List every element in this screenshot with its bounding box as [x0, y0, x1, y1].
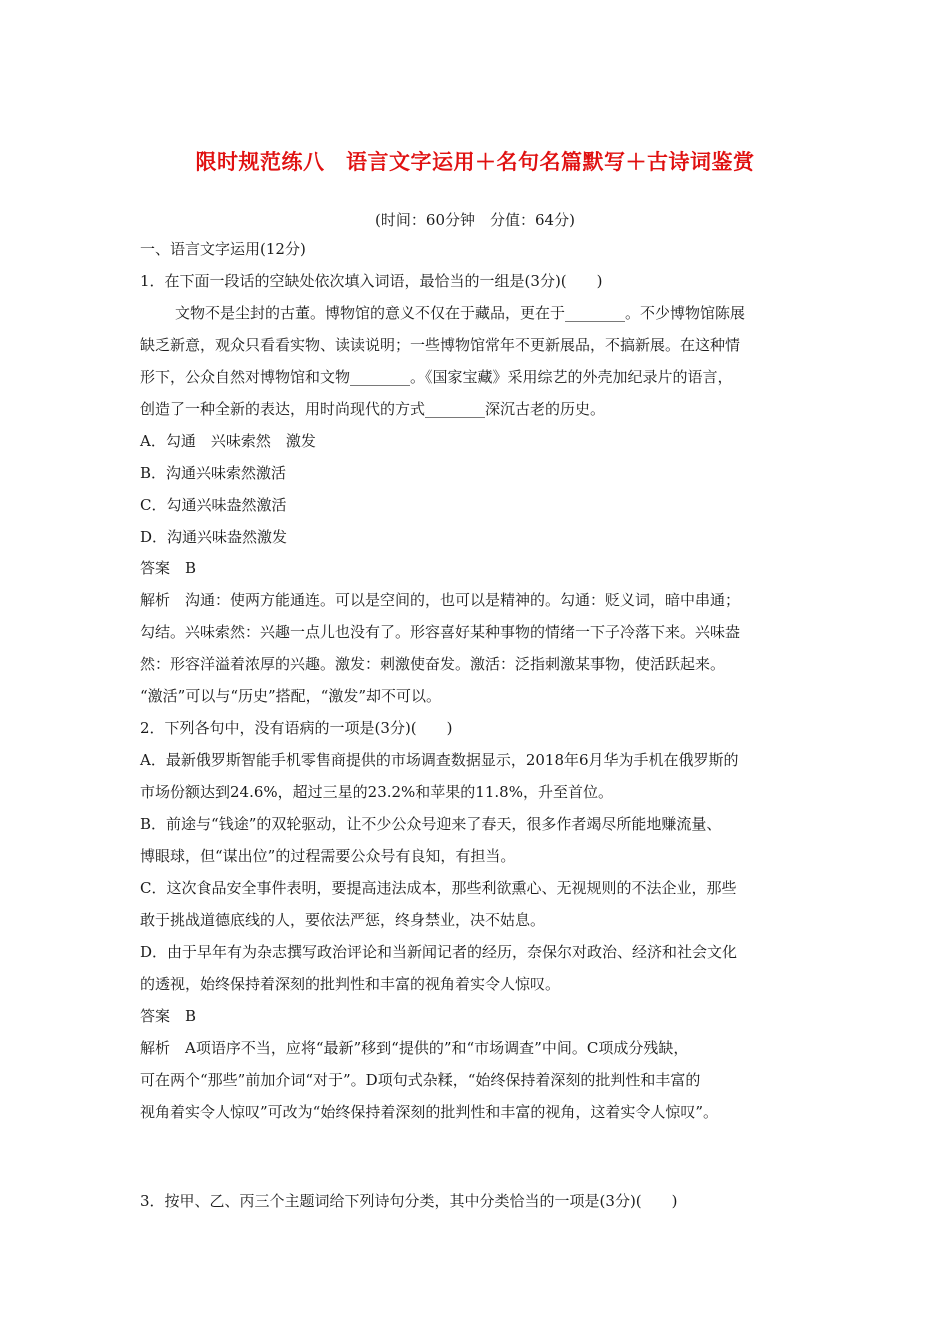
answer: 答案 B: [140, 559, 197, 577]
passage-line: 缺乏新意，观众只看看实物、读读说明；一些博物馆常年不更新展品，不搞新展。在这种情: [140, 336, 741, 354]
option-b: B．前途与“钱途”的双轮驱动，让不少公众号迎来了春天，很多作者竭尽所能地赚流量、: [140, 815, 722, 833]
option-d: D．由于早年有为杂志撰写政治评论和当新闻记者的经历，奈保尔对政治、经济和社会文化: [140, 943, 738, 961]
analysis-line: “激活”可以与“历史”搭配，“激发”却不可以。: [140, 687, 442, 705]
analysis-line: 解析 A项语序不当，应将“最新”移到“提供的”和“市场调查”中间。C项成分残缺，: [140, 1039, 689, 1057]
option-c: C．勾通兴味盎然激活: [140, 496, 287, 514]
option-a-cont: 市场份额达到24.6%，超过三星的23.2%和苹果的11.8%，升至首位。: [140, 783, 613, 801]
analysis-line: 视角着实令人惊叹”可改为“始终保持着深刻的批判性和丰富的视角，这着实令人惊叹”。: [140, 1103, 719, 1121]
option-a: A．最新俄罗斯智能手机零售商提供的市场调查数据显示，2018年6月华为手机在俄罗斯的: [140, 751, 739, 769]
analysis-line: 勾结。兴味索然：兴趣一点儿也没有了。形容喜好某种事物的情绪一下子冷落下来。兴味盎: [140, 623, 741, 641]
question-3: 3．按甲、乙、丙三个主题词给下列诗句分类，其中分类恰当的一项是(3分)( ): [140, 1192, 678, 1210]
question-1: 1．在下面一段话的空缺处依次填入词语，最恰当的一组是(3分)( ): [140, 272, 603, 290]
option-c-cont: 敢于挑战道德底线的人，要依法严惩，终身禁业，决不姑息。: [140, 911, 546, 929]
option-d-cont: 的透视，始终保持着深刻的批判性和丰富的视角着实令人惊叹。: [140, 975, 561, 993]
analysis-line: 解析 沟通：使两方能通连。可以是空间的，也可以是精神的。勾通：贬义词，暗中串通；: [140, 591, 741, 609]
option-d: D．沟通兴味盎然激发: [140, 528, 288, 546]
option-b: B．沟通兴味索然激活: [140, 464, 287, 482]
analysis-line: 可在两个“那些”前加介词“对于”。D项句式杂糅，“始终保持着深刻的批判性和丰富的: [140, 1071, 701, 1089]
answer: 答案 B: [140, 1007, 197, 1025]
passage-line: 文物不是尘封的古董。博物馆的意义不仅在于藏品，更在于________。不少博物馆陈展: [175, 304, 746, 322]
question-2: 2．下列各句中，没有语病的一项是(3分)( ): [140, 719, 453, 737]
analysis-line: 然：形容洋溢着浓厚的兴趣。激发：刺激使奋发。激活：泛指刺激某事物，使活跃起来。: [140, 655, 726, 673]
passage-line: 形下，公众自然对博物馆和文物________。《国家宝藏》采用综艺的外壳加纪录片的语言，: [140, 368, 733, 386]
option-b-cont: 博眼球，但“谋出位”的过程需要公众号有良知，有担当。: [140, 847, 516, 865]
passage-line: 创造了一种全新的表达，用时尚现代的方式________深沉古老的历史。: [140, 400, 606, 418]
option-c: C．这次食品安全事件表明，要提高违法成本，那些利欲熏心、无视规则的不法企业，那些: [140, 879, 737, 897]
exam-meta: (时间：60分钟 分值：64分): [375, 211, 575, 229]
page-title: 限时规范练八 语言文字运用＋名句名篇默写＋古诗词鉴赏: [195, 150, 755, 174]
section-heading: 一、语言文字运用(12分): [140, 240, 306, 258]
option-a: A．勾通 兴味索然 激发: [140, 432, 316, 450]
